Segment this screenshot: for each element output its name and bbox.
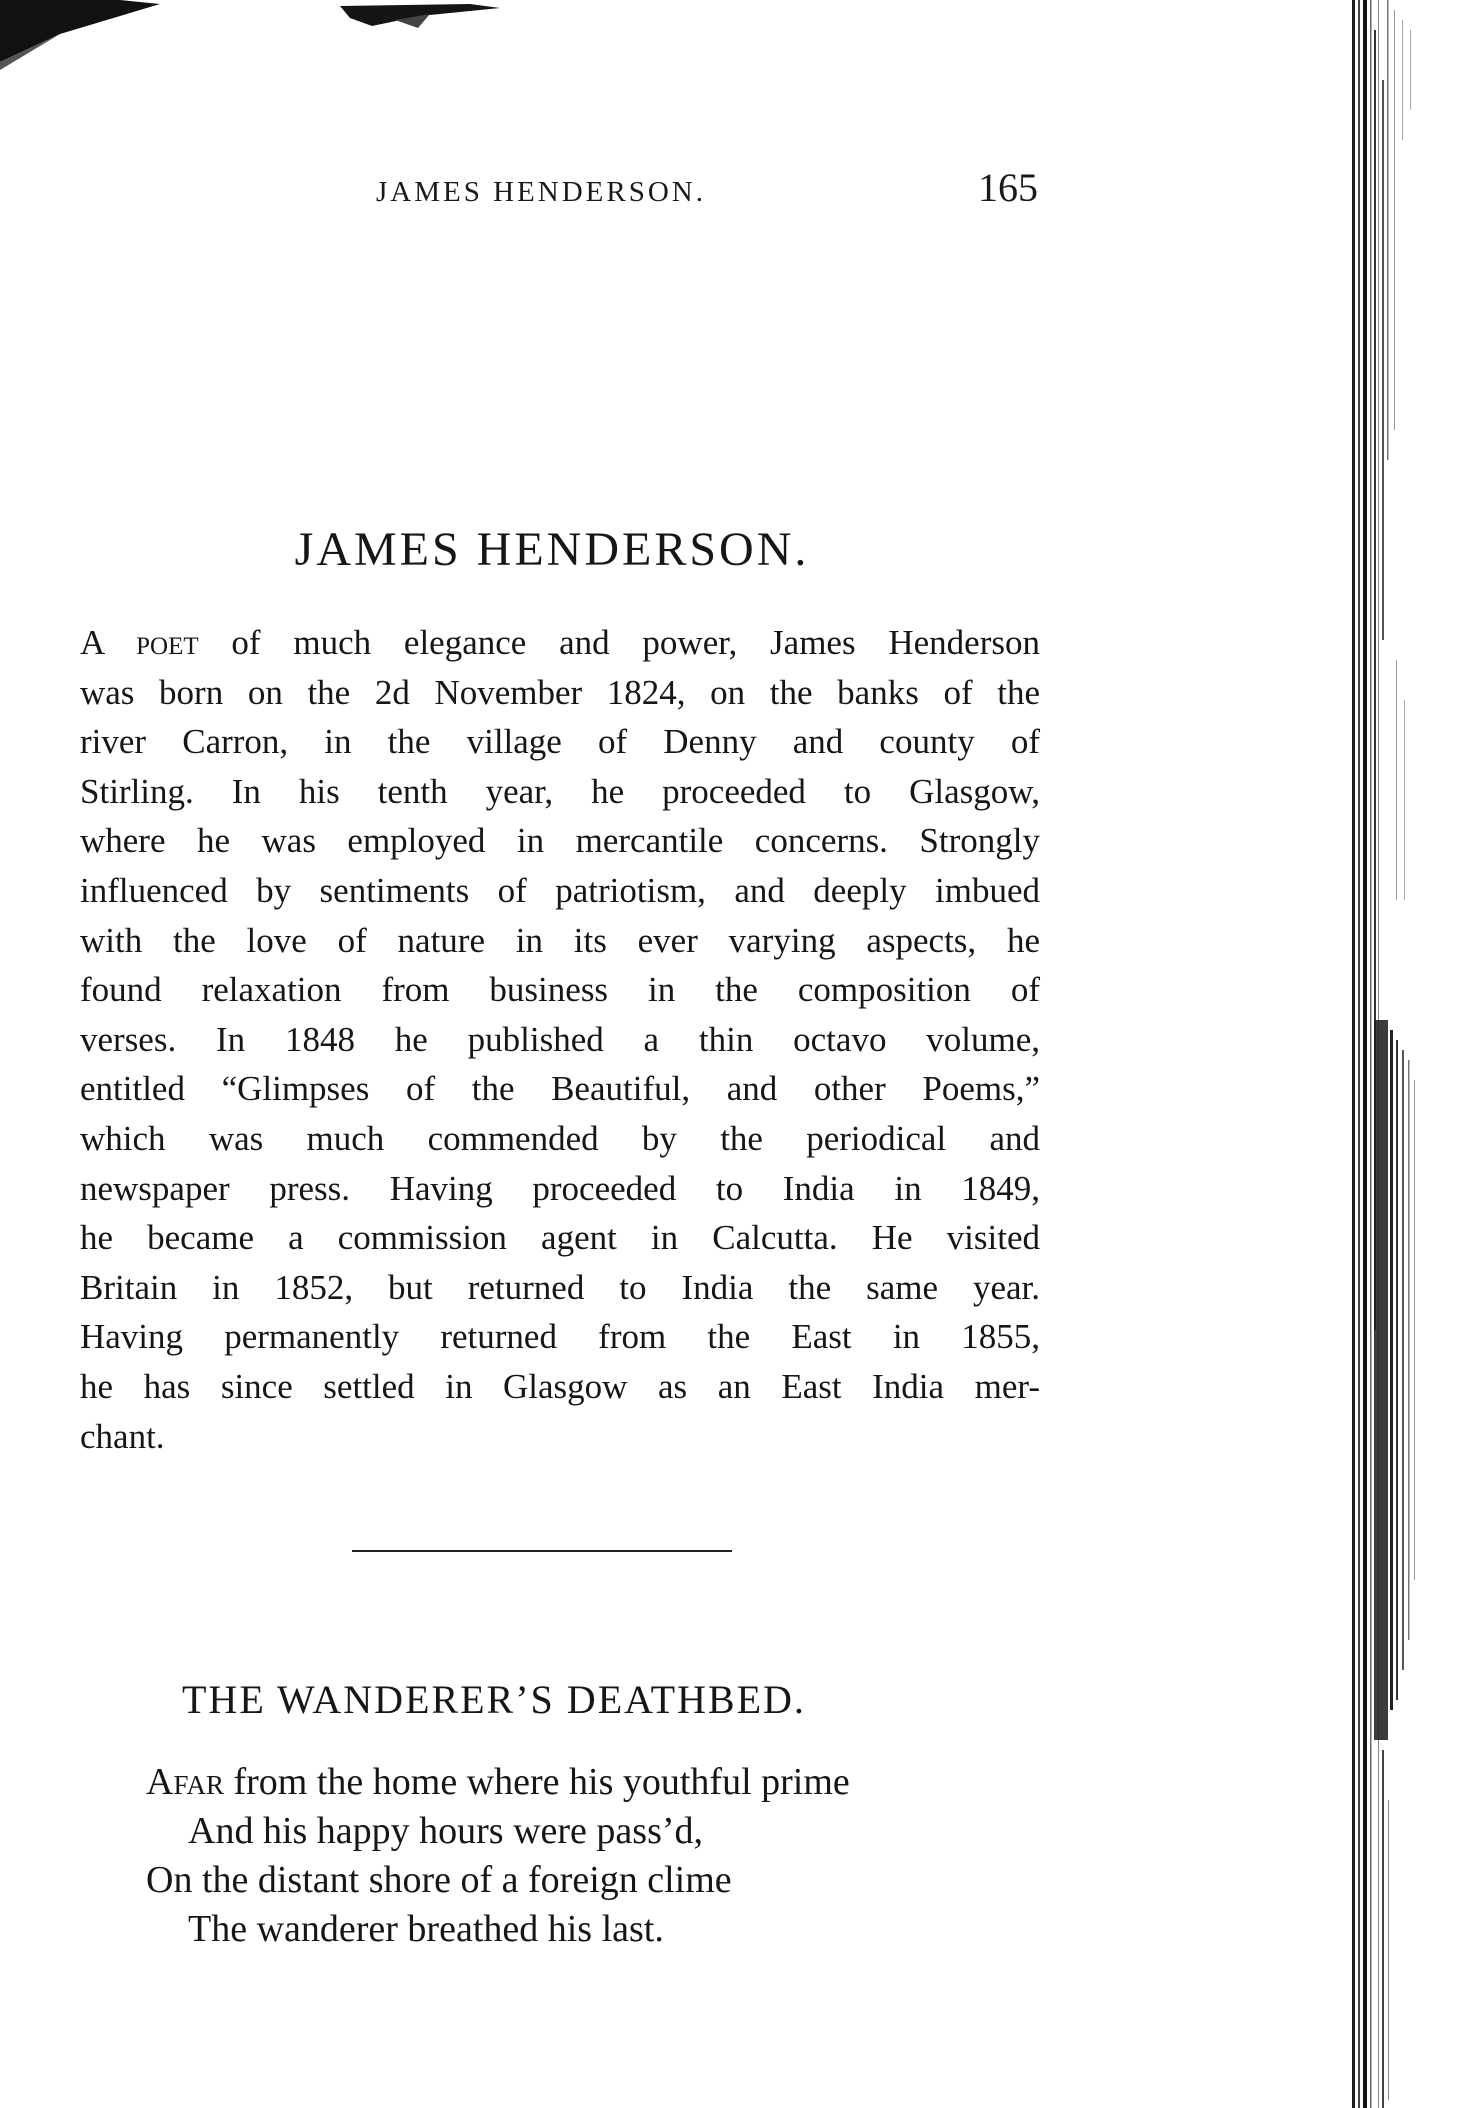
biography-paragraph — [80, 618, 1040, 1461]
bio-line: Britain in 1852, but returned to India the same year. — [80, 1267, 1040, 1307]
poem-first-word: Afar — [146, 1761, 224, 1803]
poem-stanza — [146, 1758, 850, 1954]
bio-line: he became a commission agent in Calcutta. He visited — [80, 1218, 1040, 1258]
bio-line: chant. — [80, 1416, 165, 1456]
bio-line: with the love of nature in its ever varying aspects, he — [80, 920, 1040, 960]
bio-line: Having permanently returned from the East in 1855, — [80, 1317, 1040, 1357]
poem-verse: And his happy hours were pass’d, — [188, 1810, 704, 1852]
bio-line: where he was employed in mercantile concerns. Strongly — [80, 821, 1040, 861]
poem-title: THE WANDERER’S DEATHBED. — [182, 1677, 806, 1722]
bio-line-text: of much elegance and power, James Henderson — [198, 623, 1040, 662]
page-number: 165 — [978, 165, 1038, 210]
section-divider — [352, 1550, 732, 1552]
binding-edge — [1332, 0, 1482, 2108]
poem-verse: The wanderer breathed his last. — [188, 1908, 664, 1950]
bio-line: verses. In 1848 he published a thin octavo volume, — [80, 1019, 1040, 1059]
poem-verse-text: from the home where his youthful prime — [223, 1761, 850, 1803]
bio-opening-caps: A poet — [80, 623, 199, 662]
scan-smudge — [0, 0, 520, 90]
running-head: JAMES HENDERSON. — [376, 176, 706, 208]
bio-line — [80, 618, 1040, 668]
bio-line: newspaper press. Having proceeded to India in 1849, — [80, 1168, 1040, 1208]
bio-line: was born on the 2d November 1824, on the banks of the — [80, 672, 1040, 712]
bio-line: found relaxation from business in the composition of — [80, 970, 1040, 1010]
poem-verse: On the distant shore of a foreign clime — [146, 1859, 732, 1901]
bio-line: he has since settled in Glasgow as an East India mer- — [80, 1366, 1040, 1406]
bio-line: entitled “Glimpses of the Beautiful, and other Poems,” — [80, 1069, 1040, 1109]
poem-verse — [146, 1758, 850, 1807]
bio-line: Stirling. In his tenth year, he proceeded to Glasgow, — [80, 771, 1040, 811]
bio-line: which was much commended by the periodical and — [80, 1118, 1040, 1158]
article-title: JAMES HENDERSON. — [294, 523, 810, 576]
bio-line: river Carron, in the village of Denny and county of — [80, 722, 1040, 762]
bio-line: influenced by sentiments of patriotism, and deeply imbued — [80, 870, 1040, 910]
